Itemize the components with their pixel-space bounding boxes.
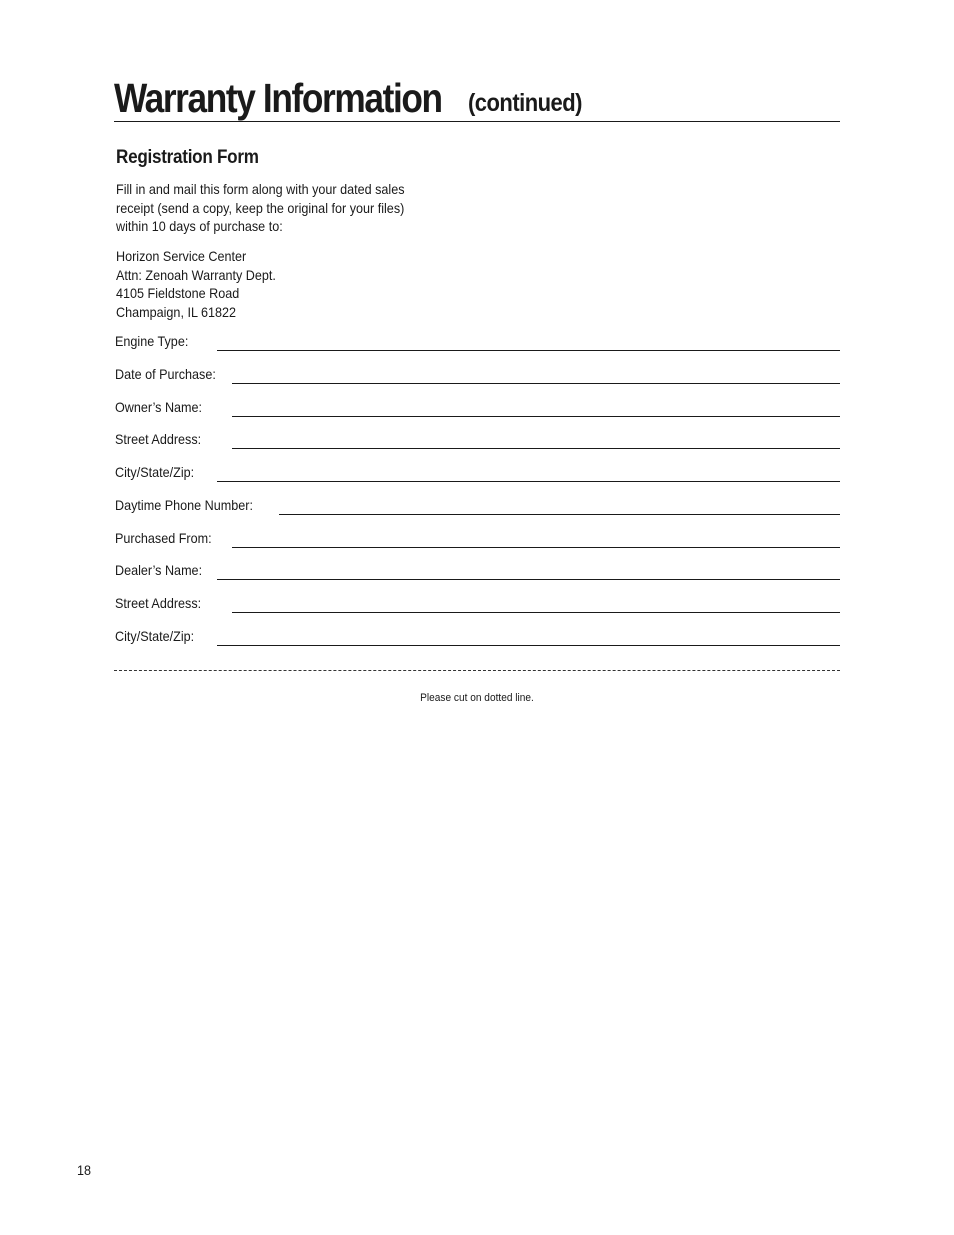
cut-instruction: Please cut on dotted line.	[420, 692, 534, 704]
form-row-dealers-name	[115, 562, 840, 584]
field-blank-line[interactable]	[217, 350, 840, 351]
field-blank-line[interactable]	[232, 612, 840, 613]
field-blank-line[interactable]	[232, 448, 840, 449]
form-row-date-of-purchase	[115, 366, 840, 388]
field-blank-line[interactable]	[232, 416, 840, 417]
address-line: Attn: Zenoah Warranty Dept.	[116, 266, 276, 283]
form-row-purchased-from	[115, 530, 840, 552]
field-label: City/State/Zip:	[115, 628, 195, 644]
form-row-owner-city-state-zip	[115, 464, 840, 486]
section-heading-registration-form: Registration Form	[116, 147, 259, 168]
field-label: City/State/Zip:	[115, 464, 195, 480]
form-row-engine-type	[115, 333, 840, 355]
field-label: Purchased From:	[115, 530, 212, 546]
form-row-owner-street-address	[115, 431, 840, 453]
field-label: Engine Type:	[115, 333, 189, 349]
field-label: Street Address:	[115, 431, 202, 447]
cut-dotted-line	[114, 670, 840, 671]
page-number: 18	[77, 1162, 92, 1178]
field-blank-line[interactable]	[279, 514, 840, 515]
field-label: Owner’s Name:	[115, 399, 203, 415]
field-label: Street Address:	[115, 595, 202, 611]
intro-line: receipt (send a copy, keep the original for your files)	[116, 199, 405, 216]
field-blank-line[interactable]	[217, 481, 840, 482]
intro-line: within 10 days of purchase to:	[116, 218, 283, 235]
field-label: Date of Purchase:	[115, 366, 216, 382]
form-row-daytime-phone	[115, 497, 840, 519]
form-row-dealer-street-address	[115, 595, 840, 617]
field-blank-line[interactable]	[232, 547, 840, 548]
intro-paragraph	[116, 180, 405, 236]
page-title-main: Warranty Information	[114, 75, 442, 121]
mailing-address	[116, 247, 276, 321]
intro-line: Fill in and mail this form along with your dated sales	[116, 181, 405, 197]
page-title	[114, 75, 840, 122]
field-blank-line[interactable]	[217, 645, 840, 646]
field-label: Daytime Phone Number:	[115, 497, 253, 513]
field-blank-line[interactable]	[232, 383, 840, 384]
address-line: Champaign, IL 61822	[116, 303, 237, 320]
form-row-owners-name	[115, 399, 840, 421]
field-blank-line[interactable]	[217, 579, 840, 580]
field-label: Dealer’s Name:	[115, 562, 203, 578]
form-row-dealer-city-state-zip	[115, 628, 840, 650]
address-line: Horizon Service Center	[116, 248, 247, 264]
page-title-continued: (continued)	[468, 89, 582, 117]
address-line: 4105 Fieldstone Road	[116, 285, 240, 302]
